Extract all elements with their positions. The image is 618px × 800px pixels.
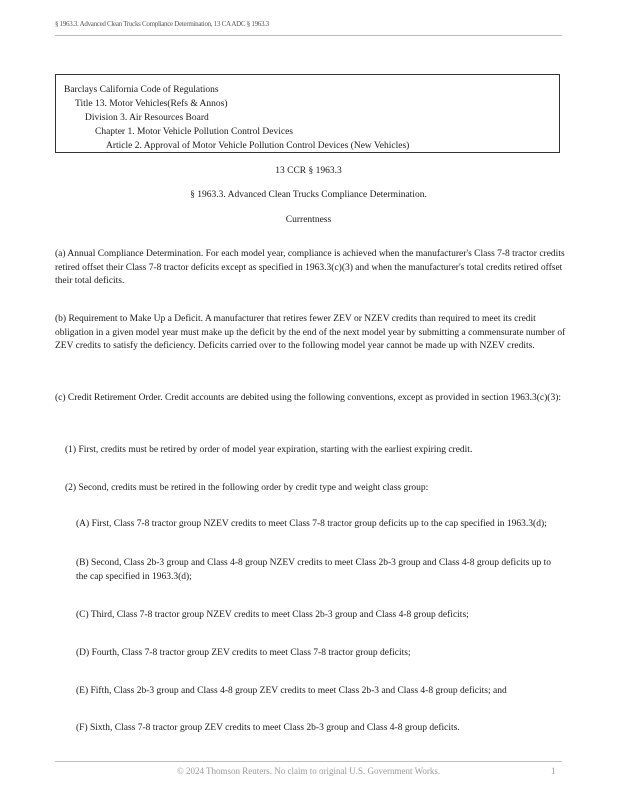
section-title: § 1963.3. Advanced Clean Trucks Compliance Determination.	[190, 190, 427, 200]
citation-hierarchy-box	[55, 74, 560, 153]
page-number: 1	[551, 766, 556, 776]
paragraph-c: (c) Credit Retirement Order. Credit accounts are debited using the following conventions, except as provided in section 1963.3(c)(3):	[55, 393, 561, 403]
paragraph-c2-a: (A) First, Class 7-8 tractor group NZEV credits to meet Class 7-8 tractor group deficits up to the cap specified in 1963.3(d);	[76, 519, 547, 529]
hierarchy-division: Division 3. Air Resources Board	[85, 113, 209, 123]
running-header: § 1963.3. Advanced Clean Trucks Compliance Determination, 13 CA ADC § 1963.3	[55, 20, 269, 28]
paragraph-c2-b: (B) Second, Class 2b-3 group and Class 4-8 group NZEV credits to meet Class 2b-3 group and Class 4-8 group deficits up to the cap specified in 1963.3(d);	[76, 558, 552, 582]
paragraph-c2-d: (D) Fourth, Class 7-8 tractor group ZEV credits to meet Class 7-8 tractor group deficits;	[76, 648, 411, 658]
paragraph-c2-e: (E) Fifth, Class 2b-3 group and Class 4-8 group ZEV credits to meet Class 2b-3 and Class 4-8 group deficits; and	[76, 686, 507, 696]
paragraph-c1: (1) First, credits must be retired by order of model year expiration, starting with the earliest expiring credit.	[65, 445, 473, 455]
hierarchy-article: Article 2. Approval of Motor Vehicle Pollution Control Devices (New Vehicles)	[106, 141, 410, 151]
paragraph-c2-c: (C) Third, Class 7-8 tractor group NZEV credits to meet Class 2b-3 group and Class 4-8 group deficits;	[76, 610, 469, 620]
citation-label: 13 CCR § 1963.3	[275, 166, 342, 176]
currentness-link[interactable]: Currentness	[285, 215, 332, 225]
paragraph-b: (b) Requirement to Make Up a Deficit. A manufacturer that retires fewer ZEV or NZEV credits than required to meet its credit obligation in a given model year must make up the deficit by the end of the next model year by submitting a commensurate number of ZEV credits to satisfy the deficiency. Deficits carried over to the following model year cannot be made up with NZEV credits.	[55, 314, 566, 351]
copyright-footer: © 2024 Thomson Reuters. No claim to original U.S. Government Works.	[176, 766, 441, 776]
hierarchy-title: Title 13. Motor Vehicles(Refs & Annos)	[75, 99, 228, 109]
header-divider	[55, 35, 562, 36]
footer-divider	[55, 761, 562, 762]
paragraph-a: (a) Annual Compliance Determination. For each model year, compliance is achieved when the manufacturer's Class 7-8 tractor credits retired offset their Class 7-8 tractor deficits except as specified in 1963.3(c)(3) and when the manufacturer's total credits retired offset their total deficits.	[55, 249, 565, 286]
paragraph-c2: (2) Second, credits must be retired in the following order by credit type and weight class group:	[65, 483, 429, 493]
hierarchy-chapter: Chapter 1. Motor Vehicle Pollution Control Devices	[95, 127, 293, 137]
hierarchy-code: Barclays California Code of Regulations	[64, 85, 219, 95]
paragraph-c2-f: (F) Sixth, Class 7-8 tractor group ZEV credits to meet Class 2b-3 group and Class 4-8 group deficits.	[76, 723, 460, 733]
